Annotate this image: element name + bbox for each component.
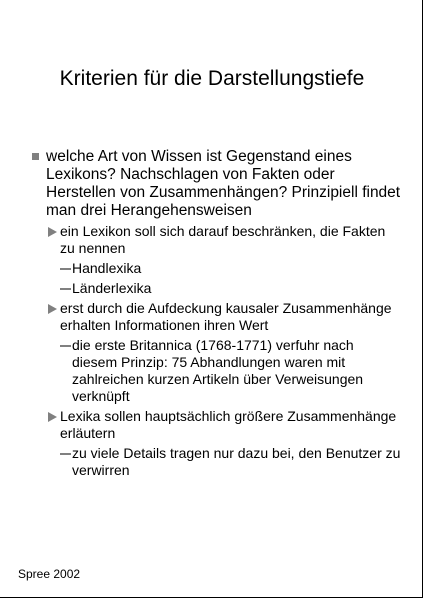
bullet-item-level3 [32, 280, 402, 297]
dash-bullet-icon [60, 453, 71, 455]
bullet-text: Lexika sollen hauptsächlich größere Zusammenhänge erläutern [60, 408, 397, 441]
bullet-item-level2 [32, 408, 402, 442]
slide-title: Kriterien für die Darstellungstiefe [59, 67, 365, 90]
bullet-item-level3 [32, 445, 402, 479]
triangle-bullet-icon [48, 412, 57, 422]
dash-bullet-icon [60, 288, 71, 290]
triangle-bullet-icon [48, 227, 57, 237]
bullet-text: erst durch die Aufdeckung kausaler Zusammenhänge erhalten Informationen ihren Wert [60, 300, 392, 333]
bullet-item-level1 [32, 148, 402, 220]
bullet-text: Handlexika [72, 260, 142, 276]
bullet-item-level3 [32, 337, 402, 405]
bullet-text: ein Lexikon soll sich darauf beschränken, die Fakten zu nennen [60, 223, 386, 256]
bullet-text: zu viele Details tragen nur dazu bei, den Benutzer zu verwirren [72, 445, 401, 478]
square-bullet-icon [32, 153, 39, 160]
bullet-item-level2 [32, 300, 402, 334]
triangle-bullet-icon [48, 304, 57, 314]
dash-bullet-icon [60, 345, 71, 347]
bullet-text: welche Art von Wissen ist Gegenstand eines Lexikons? Nachschlagen von Fakten oder Herstellen von Zusammenhängen? Prinzipiell findet man drei Herangehensweisen [46, 148, 401, 219]
bullet-text: Länderlexika [72, 280, 152, 296]
bullet-item-level2 [32, 223, 402, 257]
slide-footer: Spree 2002 [18, 567, 81, 581]
bullet-item-level3 [32, 260, 402, 277]
bullet-list [32, 148, 402, 479]
bullet-text: die erste Britannica (1768-1771) verfuhr nach diesem Prinzip: 75 Abhandlungen waren mit zahlreichen kurzen Artikeln über Verweisungen verknüpft [72, 337, 364, 404]
dash-bullet-icon [60, 268, 71, 270]
